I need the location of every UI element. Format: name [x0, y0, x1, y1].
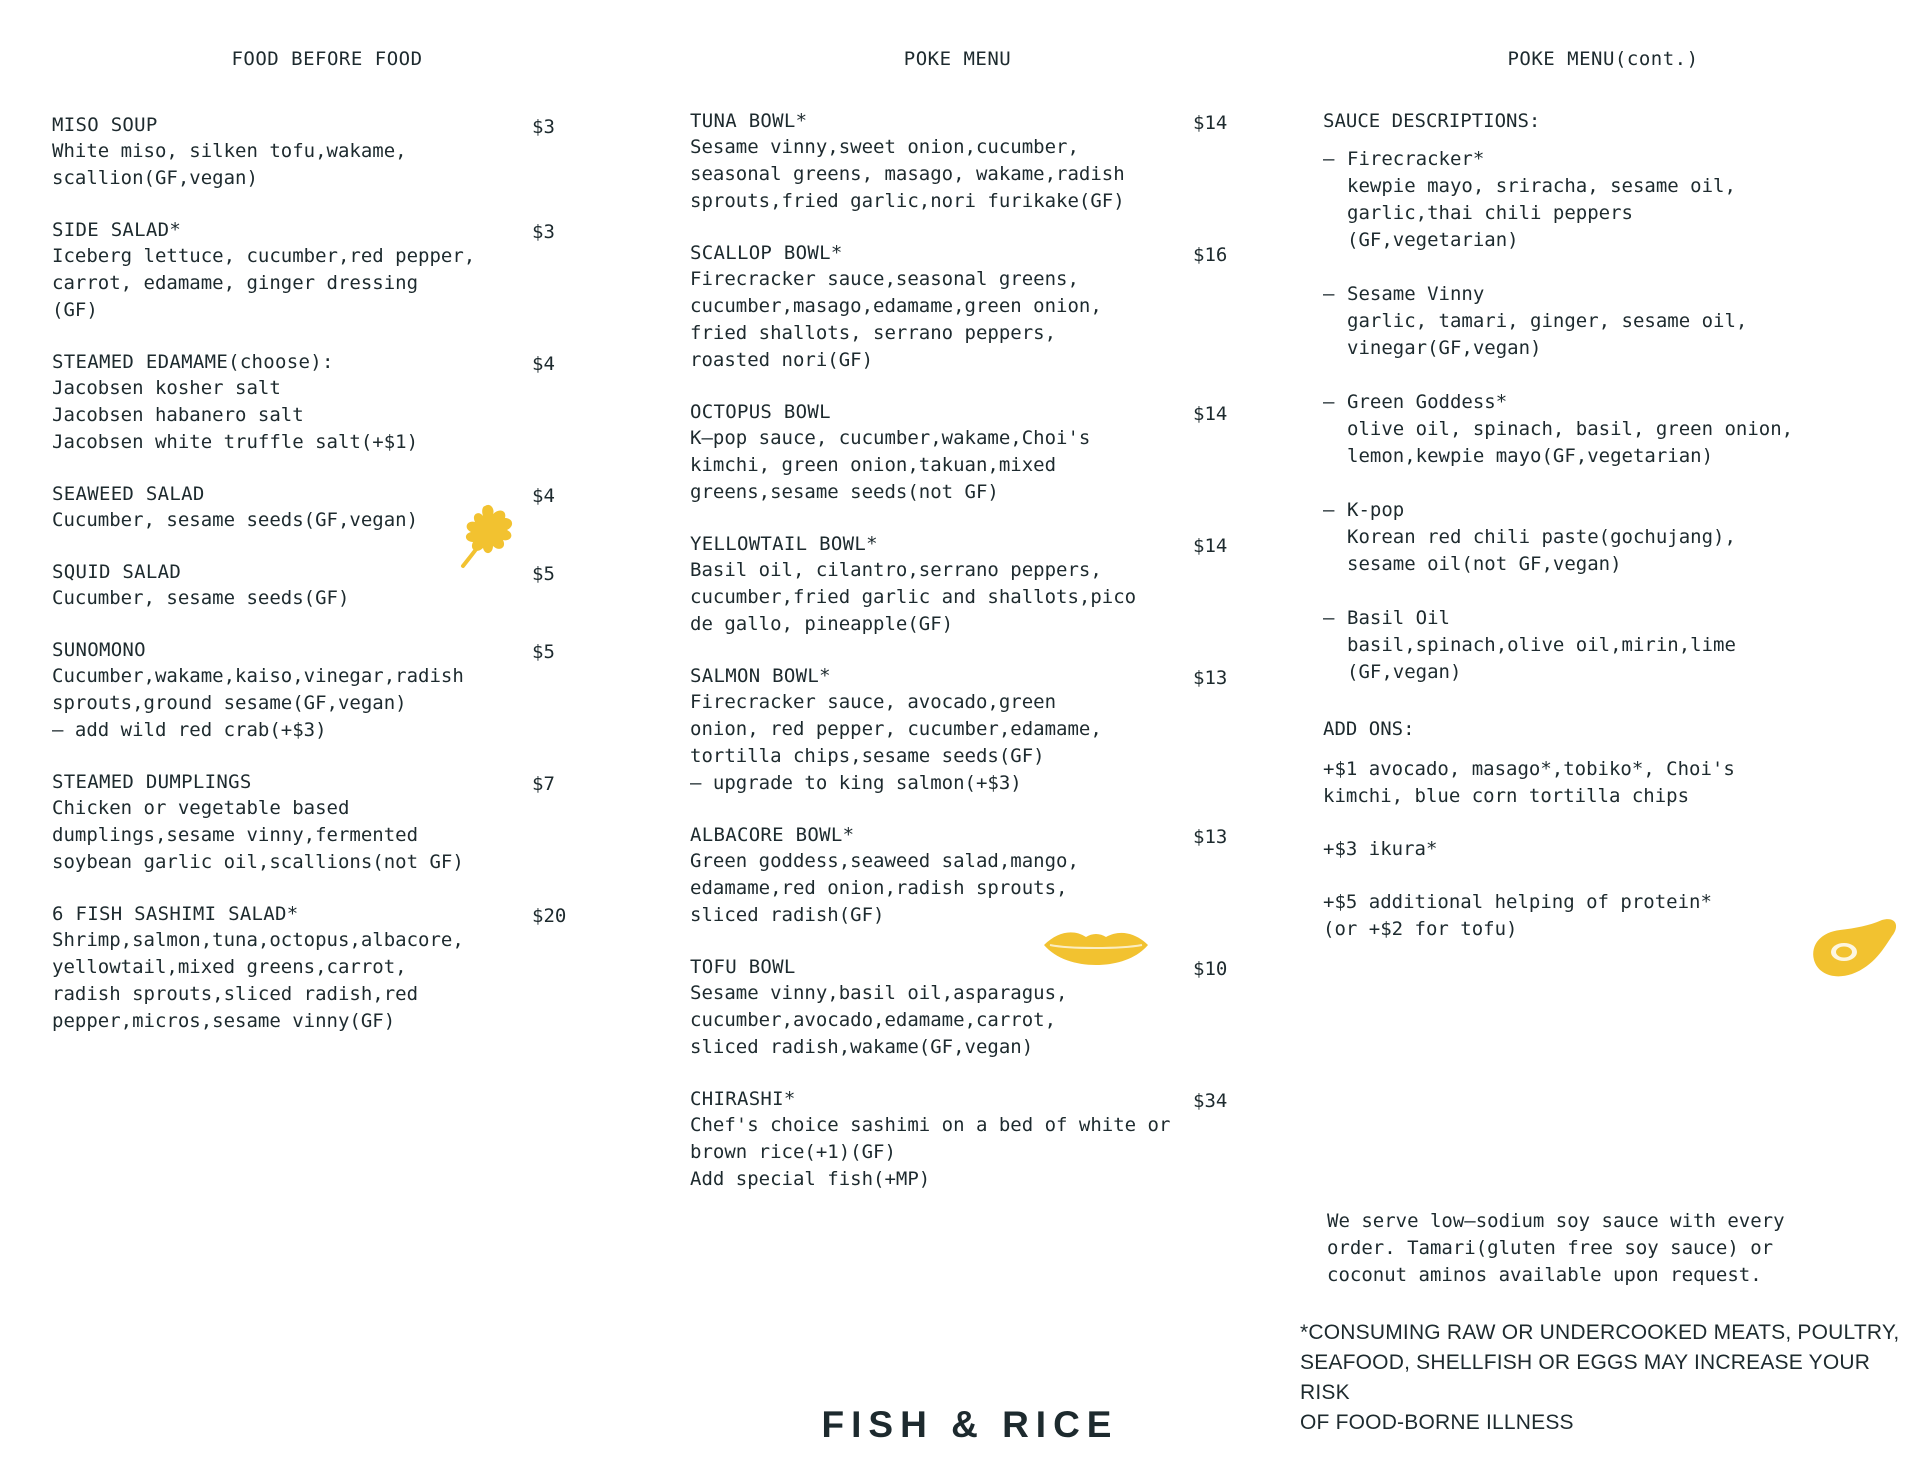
- add-on-item: +$3 ikura*: [1323, 838, 1438, 860]
- dash-icon: –: [1323, 283, 1335, 305]
- menu-item: [690, 1086, 1235, 1193]
- menu-item-price: $10: [1193, 958, 1228, 980]
- menu-item-description: Jacobsen kosher salt Jacobsen habanero salt Jacobsen white truffle salt(+$1): [52, 377, 419, 453]
- lips-icon: [1040, 925, 1152, 967]
- menu-item-header: [52, 349, 592, 375]
- dash-icon: –: [1323, 148, 1335, 170]
- sauce-description: Korean red chili paste(gochujang), sesame oil(not GF,vegan): [1347, 526, 1736, 575]
- menu-item-price: $3: [532, 221, 555, 243]
- menu-item-price: $7: [532, 773, 555, 795]
- sauce-descriptions: [1323, 108, 1893, 713]
- menu-item-header: [690, 1086, 1235, 1112]
- menu-item-name: MISO SOUP: [52, 114, 158, 136]
- menu-item-description: Shrimp,salmon,tuna,octopus,albacore, yellowtail,mixed greens,carrot, radish sprouts,sliced radish,red pepper,micros,sesame vinny(GF): [52, 929, 464, 1032]
- menu-item-price: $5: [532, 563, 555, 585]
- menu-item-description: Chef's choice sashimi on a bed of white or brown rice(+1)(GF) Add special fish(+MP): [690, 1114, 1171, 1190]
- menu-item-price: $4: [532, 485, 555, 507]
- add-on-item: +$5 additional helping of protein* (or +$2 for tofu): [1323, 891, 1712, 940]
- menu-item-header: [52, 217, 592, 243]
- sauce-name: Basil Oil: [1347, 607, 1450, 629]
- menu-item-name: SUNOMONO: [52, 639, 146, 661]
- menu-item-description: Sesame vinny,sweet onion,cucumber, seasonal greens, masago, wakame,radish sprouts,fried garlic,nori furikake(GF): [690, 136, 1125, 212]
- menu-item-description: Green goddess,seaweed salad,mango, edamame,red onion,radish sprouts, sliced radish(GF): [690, 850, 1079, 926]
- menu-item: [52, 901, 592, 1035]
- menu-item-header: [52, 769, 592, 795]
- menu-item-description: Chicken or vegetable based dumplings,sesame vinny,fermented soybean garlic oil,scallions(not GF): [52, 797, 464, 873]
- sauce-name: Sesame Vinny: [1347, 283, 1485, 305]
- sauce-description: basil,spinach,olive oil,mirin,lime (GF,vegan): [1347, 634, 1736, 683]
- menu-item-description: Firecracker sauce,seasonal greens, cucumber,masago,edamame,green onion, fried shallots, serrano peppers, roasted nori(GF): [690, 268, 1102, 371]
- consumer-warning: *CONSUMING RAW OR UNDERCOOKED MEATS, POULTRY, SEAFOOD, SHELLFISH OR EGGS MAY INCREASE YOUR RISK OF FOOD-BORNE ILLNESS: [1300, 1321, 1900, 1434]
- menu-item-header: [52, 637, 592, 663]
- menu-item-price: $5: [532, 641, 555, 663]
- sauce-item: [1323, 281, 1893, 362]
- menu-item: [52, 637, 592, 744]
- menu-item-price: $14: [1193, 112, 1228, 134]
- menu-item: [690, 954, 1235, 1061]
- sauce-name: Firecracker*: [1347, 148, 1485, 170]
- menu-item-description: Basil oil, cilantro,serrano peppers, cucumber,fried garlic and shallots,pico de gallo, pineapple(GF): [690, 559, 1137, 635]
- menu-item-price: $14: [1193, 403, 1228, 425]
- sauce-item: [1323, 605, 1893, 686]
- menu-item-name: SCALLOP BOWL*: [690, 242, 843, 264]
- menu-item-description: Sesame vinny,basil oil,asparagus, cucumber,avocado,edamame,carrot, sliced radish,wakame(GF,vegan): [690, 982, 1068, 1058]
- menu-item-header: [690, 954, 1235, 980]
- leaf-icon: [455, 500, 517, 570]
- menu-item-header: [690, 663, 1235, 689]
- sauce-description: kewpie mayo, sriracha, sesame oil, garlic,thai chili peppers (GF,vegetarian): [1347, 175, 1736, 251]
- menu-item-description: White miso, silken tofu,wakame, scallion(GF,vegan): [52, 140, 407, 189]
- menu-item-price: $13: [1193, 826, 1228, 848]
- menu-item-header: [690, 108, 1235, 134]
- sauce-name: K-pop: [1347, 499, 1405, 521]
- section-title: POKE MENU(cont.): [1507, 48, 1699, 70]
- dash-icon: –: [1323, 391, 1335, 413]
- sauce-list: [1323, 146, 1893, 686]
- menu-item-name: SQUID SALAD: [52, 561, 182, 583]
- menu-item-list: [690, 108, 1235, 1218]
- sauce-name-row: [1323, 605, 1893, 632]
- menu-item-name: CHIRASHI*: [690, 1088, 796, 1110]
- menu-item: [690, 822, 1235, 929]
- sauce-descriptions-title: SAUCE DESCRIPTIONS:: [1323, 110, 1541, 132]
- sauce-description: olive oil, spinach, basil, green onion, lemon,kewpie mayo(GF,vegetarian): [1347, 418, 1794, 467]
- menu-item: [690, 399, 1235, 506]
- sauce-item: [1323, 389, 1893, 470]
- menu-item-name: SALMON BOWL*: [690, 665, 831, 687]
- menu-item-header: [52, 901, 592, 927]
- menu-item-price: $3: [532, 116, 555, 138]
- add-on-list: [1323, 756, 1893, 943]
- menu-item-name: ALBACORE BOWL*: [690, 824, 855, 846]
- menu-item-price: $34: [1193, 1090, 1228, 1112]
- menu-item: [690, 663, 1235, 797]
- sauce-name-row: [1323, 146, 1893, 173]
- menu-item-name: TOFU BOWL: [690, 956, 796, 978]
- menu-item: [690, 108, 1235, 215]
- menu-item-price: $4: [532, 353, 555, 375]
- sauce-name-row: [1323, 281, 1893, 308]
- menu-item-name: STEAMED EDAMAME(choose):: [52, 351, 334, 373]
- sauce-item: [1323, 146, 1893, 254]
- menu-item-description: Cucumber, sesame seeds(GF): [52, 587, 350, 609]
- add-on-item: +$1 avocado, masago*,tobiko*, Choi's kimchi, blue corn tortilla chips: [1323, 758, 1735, 807]
- soy-sauce-note: We serve low—sodium soy sauce with every order. Tamari(gluten free soy sauce) or coconut aminos available upon request.: [1327, 1210, 1785, 1286]
- menu-item-description: Cucumber,wakame,kaiso,vinegar,radish sprouts,ground sesame(GF,vegan) — add wild red crab(+$3): [52, 665, 464, 741]
- restaurant-logo: FISH & RICE: [821, 1404, 1119, 1445]
- menu-item-header: [52, 112, 592, 138]
- menu-item-header: [690, 822, 1235, 848]
- menu-item-price: $13: [1193, 667, 1228, 689]
- menu-item-name: TUNA BOWL*: [690, 110, 808, 132]
- menu-item-list: [52, 112, 592, 1060]
- sauce-name-row: [1323, 389, 1893, 416]
- menu-item-name: STEAMED DUMPLINGS: [52, 771, 252, 793]
- menu-item-price: $14: [1193, 535, 1228, 557]
- sauce-name: Green Goddess*: [1347, 391, 1508, 413]
- menu-item-description: Firecracker sauce, avocado,green onion, red pepper, cucumber,edamame, tortilla chips,sesame seeds(GF) — upgrade to king salmon(+$3): [690, 691, 1102, 794]
- menu-item-description: Cucumber, sesame seeds(GF,vegan): [52, 509, 419, 531]
- menu-item-description: K—pop sauce, cucumber,wakame,Choi's kimchi, green onion,takuan,mixed greens,sesame seeds(not GF): [690, 427, 1091, 503]
- sauce-description: garlic, tamari, ginger, sesame oil, vinegar(GF,vegan): [1347, 310, 1748, 359]
- sauce-item: [1323, 497, 1893, 578]
- menu-item-name: YELLOWTAIL BOWL*: [690, 533, 878, 555]
- menu-item: [52, 217, 592, 324]
- menu-item-header: [690, 531, 1235, 557]
- section-title: POKE MENU: [903, 48, 1012, 70]
- menu-item-name: 6 FISH SASHIMI SALAD*: [52, 903, 299, 925]
- menu-item: [52, 769, 592, 876]
- menu-item: [52, 112, 592, 192]
- menu-item-name: SIDE SALAD*: [52, 219, 182, 241]
- menu-item-price: $16: [1193, 244, 1228, 266]
- section-title: FOOD BEFORE FOOD: [231, 48, 423, 70]
- menu-item-header: [690, 399, 1235, 425]
- menu-item-name: SEAWEED SALAD: [52, 483, 205, 505]
- menu-item: [52, 349, 592, 456]
- sauce-name-row: [1323, 497, 1893, 524]
- dash-icon: –: [1323, 499, 1335, 521]
- menu-item-header: [690, 240, 1235, 266]
- menu-item-name: OCTOPUS BOWL: [690, 401, 831, 423]
- menu-item-price: $20: [532, 905, 567, 927]
- menu-item: [690, 531, 1235, 638]
- menu-item: [690, 240, 1235, 374]
- add-ons-title: ADD ONS:: [1323, 718, 1415, 740]
- avocado-icon: [1808, 916, 1900, 982]
- dash-icon: –: [1323, 607, 1335, 629]
- menu-item-description: Iceberg lettuce, cucumber,red pepper, carrot, edamame, ginger dressing (GF): [52, 245, 476, 321]
